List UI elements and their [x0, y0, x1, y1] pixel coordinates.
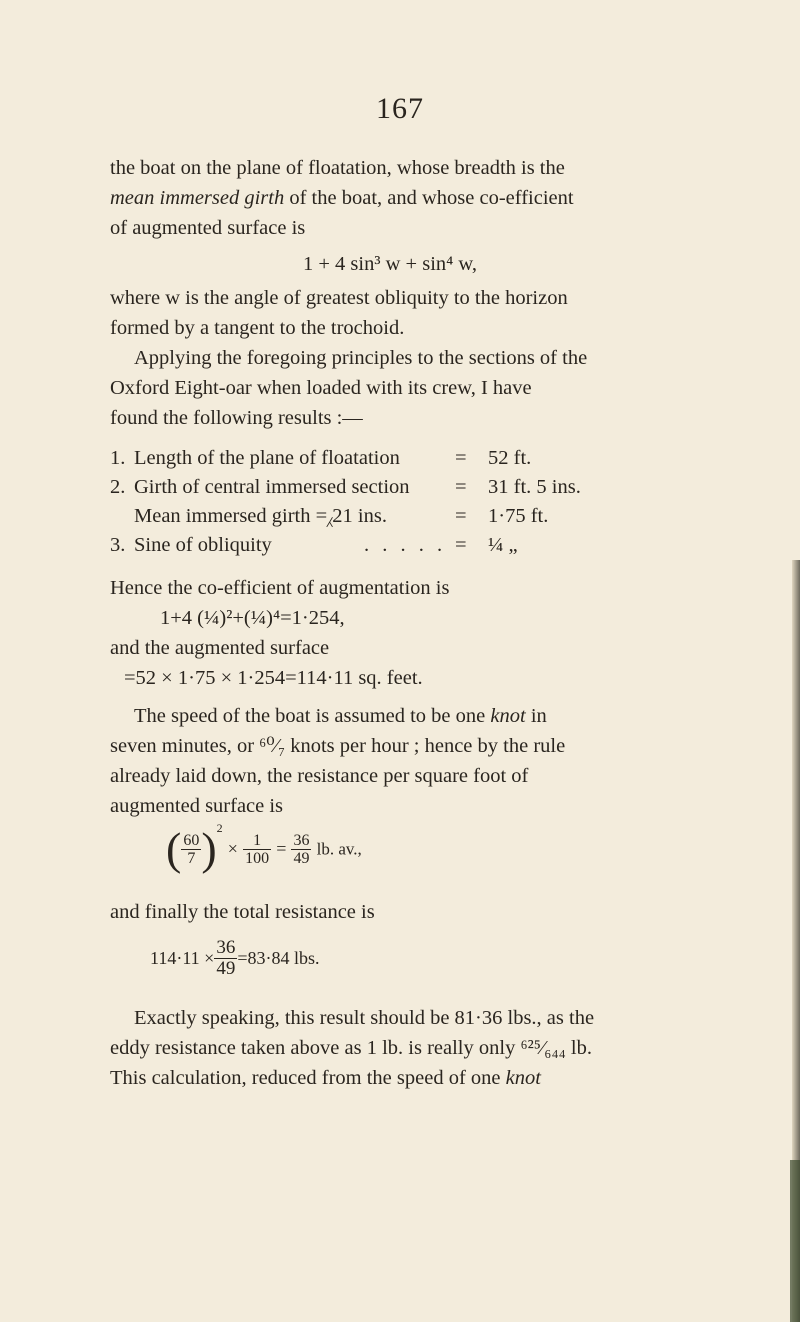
text-line: found the following results :—: [110, 407, 363, 429]
text-line: Applying the foregoing principles to the sections of the: [134, 347, 588, 369]
book-page: 167 the boat on the plane of floatation, whose breadth is the mean immersed girth of the boat, and whose co-efficient of augmented surface is 1 + 4 sin³ w + sin⁴ w, where w is the angle of greatest obliquity to the horizon formed by a tangent to the trochoid. Applying the foregoing principles to the sections of the Oxford Eight-oar when loaded with its crew, I have found the following results :— 1. Length of the plane of floatation = 52 ft. 2. Girth of central immersed section = 31 ft. 5 ins. Mean immersed girth =⁁21 ins. = 1·75 ft. 3. Sine of obliquity . . . . . = ¼ „ Hence the co-efficient of augmentation is 1+4 (¼)²+(¼)⁴=1·254, and the augmented surface =52 × 1·75 × 1·254=114·11 sq. feet. The speed of the boat is assumed to be one knot in seven minutes, or ⁶⁰⁄₇ knots per hour ; hence by the rule already laid down, the resistance per square foot of augmented surface is ( $\frac{60}{7}$ )$^2$ × $\frac{1}{100}$ = $\frac{36}{49}$ lb. av., and finally the total resistance is 114·11 × $\frac{36}{49}$ =83·84 lbs. Exactly speaking, this result should be 81·36 lbs., as the eddy resistance taken above as 1 lb. is really only ⁶²⁵⁄₆₄₄ lb. This calculation, reduced from the speed of one knot: [0, 0, 800, 1322]
text-line: of augmented surface is: [110, 217, 306, 239]
formula-surface: =52 × 1·75 × 1·254=114·11 sq. feet.: [124, 667, 423, 689]
text-line: eddy resistance taken above as 1 lb. is really only ⁶²⁵⁄₆₄₄ lb.: [110, 1037, 592, 1059]
text-line: seven minutes, or ⁶⁰⁄₇ knots per hour ; hence by the rule: [110, 735, 566, 757]
text-line: Exactly speaking, this result should be 81·36 lbs., as the: [134, 1007, 595, 1029]
text-line: and finally the total resistance is: [110, 901, 375, 923]
text-line: This calculation, reduced from the speed of one knot: [110, 1067, 541, 1089]
formula-coefficient: 1+4 (¼)²+(¼)⁴=1·254,: [160, 607, 345, 629]
text-line: already laid down, the resistance per square foot of: [110, 765, 529, 787]
text-line: mean immersed girth of the boat, and whose co-efficient: [110, 187, 574, 209]
page-number: 167: [376, 92, 424, 125]
text-line: Hence the co-efficient of augmentation is: [110, 577, 450, 599]
text-line: augmented surface is: [110, 795, 284, 817]
page-edge-marking: [790, 1160, 800, 1322]
text-line: the boat on the plane of floatation, whose breadth is the: [110, 157, 565, 179]
text-line: The speed of the boat is assumed to be one knot in: [134, 705, 547, 727]
text-line: where w is the angle of greatest obliquity to the horizon: [110, 287, 568, 309]
text-line: Oxford Eight-oar when loaded with its crew, I have: [110, 377, 532, 399]
formula-augmented-surface: 1 + 4 sin³ w + sin⁴ w,: [302, 253, 478, 275]
text-line: and the augmented surface: [110, 637, 330, 659]
text-line: formed by a tangent to the trochoid.: [110, 317, 405, 339]
